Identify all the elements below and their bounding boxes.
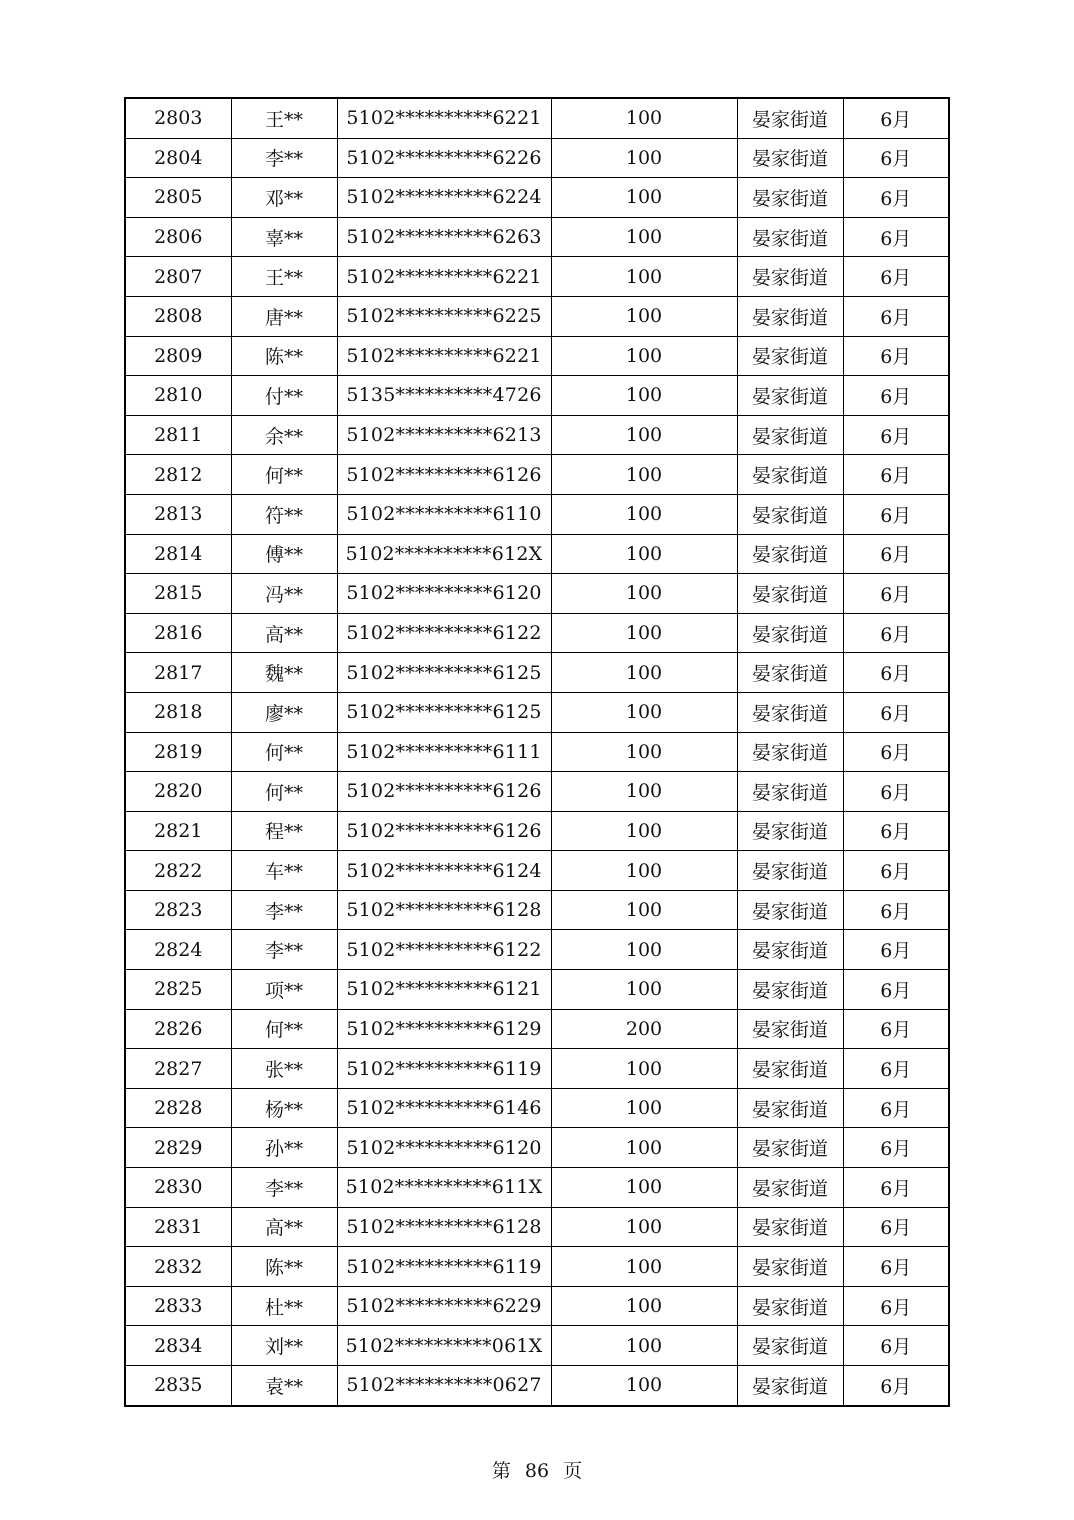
serial-number-cell: 2823 — [125, 890, 231, 930]
serial-number-cell: 2815 — [125, 574, 231, 614]
serial-number-cell: 2822 — [125, 851, 231, 891]
month-cell: 6月 — [843, 455, 949, 495]
month-cell: 6月 — [843, 336, 949, 376]
amount-cell: 100 — [551, 1286, 737, 1326]
street-cell: 晏家街道 — [737, 1207, 843, 1247]
table-row — [125, 336, 949, 376]
table-row — [125, 732, 949, 772]
month-cell: 6月 — [843, 653, 949, 693]
serial-number-cell: 2820 — [125, 772, 231, 812]
amount-cell: 100 — [551, 970, 737, 1010]
month-cell: 6月 — [843, 217, 949, 257]
amount-cell: 100 — [551, 138, 737, 178]
id-number-cell: 5102**********6226 — [337, 138, 551, 178]
serial-number-cell: 2816 — [125, 613, 231, 653]
month-cell: 6月 — [843, 1326, 949, 1366]
id-number-cell: 5102**********6221 — [337, 336, 551, 376]
amount-cell: 100 — [551, 613, 737, 653]
name-cell: 冯** — [231, 574, 337, 614]
table-row — [125, 1088, 949, 1128]
amount-cell: 100 — [551, 296, 737, 336]
street-cell: 晏家街道 — [737, 1128, 843, 1168]
table-row — [125, 970, 949, 1010]
serial-number-cell: 2812 — [125, 455, 231, 495]
serial-number-cell: 2809 — [125, 336, 231, 376]
id-number-cell: 5102**********6121 — [337, 970, 551, 1010]
amount-cell: 100 — [551, 336, 737, 376]
table-row — [125, 613, 949, 653]
amount-cell: 200 — [551, 1009, 737, 1049]
street-cell: 晏家街道 — [737, 613, 843, 653]
name-cell: 廖** — [231, 692, 337, 732]
name-cell: 余** — [231, 415, 337, 455]
id-number-cell: 5102**********6126 — [337, 772, 551, 812]
street-cell: 晏家街道 — [737, 1247, 843, 1287]
street-cell: 晏家街道 — [737, 257, 843, 297]
name-cell: 杨** — [231, 1088, 337, 1128]
amount-cell: 100 — [551, 494, 737, 534]
month-cell: 6月 — [843, 574, 949, 614]
amount-cell: 100 — [551, 98, 737, 138]
table-row — [125, 217, 949, 257]
table-row — [125, 772, 949, 812]
name-cell: 何** — [231, 455, 337, 495]
table-row — [125, 1009, 949, 1049]
name-cell: 陈** — [231, 1247, 337, 1287]
serial-number-cell: 2824 — [125, 930, 231, 970]
roster-table-body — [125, 98, 949, 1406]
street-cell: 晏家街道 — [737, 1326, 843, 1366]
table-row — [125, 851, 949, 891]
table-row — [125, 692, 949, 732]
serial-number-cell: 2825 — [125, 970, 231, 1010]
table-row — [125, 1128, 949, 1168]
month-cell: 6月 — [843, 257, 949, 297]
name-cell: 辜** — [231, 217, 337, 257]
id-number-cell: 5102**********6128 — [337, 890, 551, 930]
name-cell: 何** — [231, 772, 337, 812]
month-cell: 6月 — [843, 138, 949, 178]
amount-cell: 100 — [551, 1247, 737, 1287]
amount-cell: 100 — [551, 534, 737, 574]
name-cell: 孙** — [231, 1128, 337, 1168]
street-cell: 晏家街道 — [737, 1286, 843, 1326]
id-number-cell: 5102**********6126 — [337, 811, 551, 851]
month-cell: 6月 — [843, 613, 949, 653]
amount-cell: 100 — [551, 1088, 737, 1128]
page-footer — [0, 1456, 1074, 1483]
month-cell: 6月 — [843, 1168, 949, 1208]
street-cell: 晏家街道 — [737, 811, 843, 851]
name-cell: 杜** — [231, 1286, 337, 1326]
table-row — [125, 574, 949, 614]
amount-cell: 100 — [551, 574, 737, 614]
table-row — [125, 415, 949, 455]
id-number-cell: 5102**********6129 — [337, 1009, 551, 1049]
street-cell: 晏家街道 — [737, 217, 843, 257]
id-number-cell: 5102**********6221 — [337, 98, 551, 138]
page-number: 86 — [524, 1460, 550, 1482]
street-cell: 晏家街道 — [737, 336, 843, 376]
serial-number-cell: 2829 — [125, 1128, 231, 1168]
id-number-cell: 5102**********6128 — [337, 1207, 551, 1247]
id-number-cell: 5102**********6120 — [337, 574, 551, 614]
table-row — [125, 1286, 949, 1326]
street-cell: 晏家街道 — [737, 1366, 843, 1406]
month-cell: 6月 — [843, 494, 949, 534]
name-cell: 高** — [231, 1207, 337, 1247]
serial-number-cell: 2803 — [125, 98, 231, 138]
name-cell: 王** — [231, 98, 337, 138]
name-cell: 何** — [231, 732, 337, 772]
name-cell: 陈** — [231, 336, 337, 376]
serial-number-cell: 2807 — [125, 257, 231, 297]
street-cell: 晏家街道 — [737, 772, 843, 812]
street-cell: 晏家街道 — [737, 178, 843, 218]
serial-number-cell: 2834 — [125, 1326, 231, 1366]
street-cell: 晏家街道 — [737, 138, 843, 178]
month-cell: 6月 — [843, 1366, 949, 1406]
serial-number-cell: 2813 — [125, 494, 231, 534]
serial-number-cell: 2810 — [125, 376, 231, 416]
id-number-cell: 5102**********6125 — [337, 692, 551, 732]
amount-cell: 100 — [551, 1207, 737, 1247]
table-row — [125, 930, 949, 970]
street-cell: 晏家街道 — [737, 1049, 843, 1089]
id-number-cell: 5102**********6225 — [337, 296, 551, 336]
table-row — [125, 138, 949, 178]
street-cell: 晏家街道 — [737, 415, 843, 455]
month-cell: 6月 — [843, 1247, 949, 1287]
month-cell: 6月 — [843, 1286, 949, 1326]
serial-number-cell: 2821 — [125, 811, 231, 851]
serial-number-cell: 2818 — [125, 692, 231, 732]
name-cell: 唐** — [231, 296, 337, 336]
amount-cell: 100 — [551, 217, 737, 257]
month-cell: 6月 — [843, 890, 949, 930]
amount-cell: 100 — [551, 653, 737, 693]
name-cell: 何** — [231, 1009, 337, 1049]
amount-cell: 100 — [551, 930, 737, 970]
id-number-cell: 5102**********6229 — [337, 1286, 551, 1326]
table-row — [125, 653, 949, 693]
month-cell: 6月 — [843, 970, 949, 1010]
id-number-cell: 5102**********6119 — [337, 1049, 551, 1089]
name-cell: 李** — [231, 930, 337, 970]
table-row — [125, 178, 949, 218]
street-cell: 晏家街道 — [737, 376, 843, 416]
id-number-cell: 5102**********6125 — [337, 653, 551, 693]
id-number-cell: 5102**********6111 — [337, 732, 551, 772]
amount-cell: 100 — [551, 772, 737, 812]
id-number-cell: 5102**********6126 — [337, 455, 551, 495]
amount-cell: 100 — [551, 1128, 737, 1168]
table-row — [125, 1207, 949, 1247]
name-cell: 王** — [231, 257, 337, 297]
id-number-cell: 5102**********061X — [337, 1326, 551, 1366]
name-cell: 程** — [231, 811, 337, 851]
roster-table — [124, 97, 950, 1407]
amount-cell: 100 — [551, 732, 737, 772]
serial-number-cell: 2814 — [125, 534, 231, 574]
street-cell: 晏家街道 — [737, 851, 843, 891]
id-number-cell: 5102**********6221 — [337, 257, 551, 297]
id-number-cell: 5102**********6120 — [337, 1128, 551, 1168]
serial-number-cell: 2832 — [125, 1247, 231, 1287]
table-row — [125, 494, 949, 534]
amount-cell: 100 — [551, 1366, 737, 1406]
street-cell: 晏家街道 — [737, 692, 843, 732]
month-cell: 6月 — [843, 851, 949, 891]
amount-cell: 100 — [551, 455, 737, 495]
table-row — [125, 1247, 949, 1287]
id-number-cell: 5102**********6110 — [337, 494, 551, 534]
serial-number-cell: 2835 — [125, 1366, 231, 1406]
street-cell: 晏家街道 — [737, 930, 843, 970]
street-cell: 晏家街道 — [737, 890, 843, 930]
month-cell: 6月 — [843, 1009, 949, 1049]
amount-cell: 100 — [551, 1168, 737, 1208]
month-cell: 6月 — [843, 732, 949, 772]
street-cell: 晏家街道 — [737, 494, 843, 534]
table-row — [125, 455, 949, 495]
amount-cell: 100 — [551, 890, 737, 930]
serial-number-cell: 2827 — [125, 1049, 231, 1089]
name-cell: 项** — [231, 970, 337, 1010]
table-row — [125, 257, 949, 297]
month-cell: 6月 — [843, 1088, 949, 1128]
name-cell: 李** — [231, 1168, 337, 1208]
serial-number-cell: 2808 — [125, 296, 231, 336]
month-cell: 6月 — [843, 415, 949, 455]
serial-number-cell: 2817 — [125, 653, 231, 693]
street-cell: 晏家街道 — [737, 1168, 843, 1208]
serial-number-cell: 2811 — [125, 415, 231, 455]
month-cell: 6月 — [843, 1207, 949, 1247]
amount-cell: 100 — [551, 415, 737, 455]
id-number-cell: 5102**********6122 — [337, 930, 551, 970]
month-cell: 6月 — [843, 376, 949, 416]
id-number-cell: 5102**********6122 — [337, 613, 551, 653]
month-cell: 6月 — [843, 811, 949, 851]
id-number-cell: 5102**********6124 — [337, 851, 551, 891]
month-cell: 6月 — [843, 1049, 949, 1089]
month-cell: 6月 — [843, 296, 949, 336]
table-row — [125, 811, 949, 851]
amount-cell: 100 — [551, 257, 737, 297]
serial-number-cell: 2804 — [125, 138, 231, 178]
table-row — [125, 1168, 949, 1208]
serial-number-cell: 2830 — [125, 1168, 231, 1208]
amount-cell: 100 — [551, 376, 737, 416]
id-number-cell: 5102**********6213 — [337, 415, 551, 455]
street-cell: 晏家街道 — [737, 455, 843, 495]
amount-cell: 100 — [551, 692, 737, 732]
table-row — [125, 1326, 949, 1366]
street-cell: 晏家街道 — [737, 534, 843, 574]
serial-number-cell: 2819 — [125, 732, 231, 772]
id-number-cell: 5102**********6119 — [337, 1247, 551, 1287]
month-cell: 6月 — [843, 98, 949, 138]
serial-number-cell: 2805 — [125, 178, 231, 218]
table-row — [125, 1366, 949, 1406]
name-cell: 符** — [231, 494, 337, 534]
serial-number-cell: 2828 — [125, 1088, 231, 1128]
page-footer-suffix: 页 — [563, 1460, 583, 1482]
amount-cell: 100 — [551, 1049, 737, 1089]
street-cell: 晏家街道 — [737, 653, 843, 693]
table-row — [125, 376, 949, 416]
serial-number-cell: 2806 — [125, 217, 231, 257]
table-row — [125, 890, 949, 930]
serial-number-cell: 2833 — [125, 1286, 231, 1326]
table-row — [125, 534, 949, 574]
id-number-cell: 5135**********4726 — [337, 376, 551, 416]
street-cell: 晏家街道 — [737, 970, 843, 1010]
name-cell: 付** — [231, 376, 337, 416]
id-number-cell: 5102**********6224 — [337, 178, 551, 218]
name-cell: 车** — [231, 851, 337, 891]
month-cell: 6月 — [843, 534, 949, 574]
street-cell: 晏家街道 — [737, 296, 843, 336]
id-number-cell: 5102**********6146 — [337, 1088, 551, 1128]
street-cell: 晏家街道 — [737, 732, 843, 772]
name-cell: 傅** — [231, 534, 337, 574]
name-cell: 刘** — [231, 1326, 337, 1366]
id-number-cell: 5102**********611X — [337, 1168, 551, 1208]
amount-cell: 100 — [551, 851, 737, 891]
name-cell: 李** — [231, 138, 337, 178]
amount-cell: 100 — [551, 811, 737, 851]
amount-cell: 100 — [551, 1326, 737, 1366]
table-row — [125, 98, 949, 138]
serial-number-cell: 2831 — [125, 1207, 231, 1247]
month-cell: 6月 — [843, 692, 949, 732]
street-cell: 晏家街道 — [737, 1009, 843, 1049]
page-footer-prefix: 第 — [491, 1460, 511, 1482]
name-cell: 袁** — [231, 1366, 337, 1406]
name-cell: 李** — [231, 890, 337, 930]
id-number-cell: 5102**********0627 — [337, 1366, 551, 1406]
month-cell: 6月 — [843, 772, 949, 812]
street-cell: 晏家街道 — [737, 574, 843, 614]
name-cell: 魏** — [231, 653, 337, 693]
name-cell: 张** — [231, 1049, 337, 1089]
id-number-cell: 5102**********612X — [337, 534, 551, 574]
table-row — [125, 1049, 949, 1089]
serial-number-cell: 2826 — [125, 1009, 231, 1049]
name-cell: 邓** — [231, 178, 337, 218]
month-cell: 6月 — [843, 930, 949, 970]
id-number-cell: 5102**********6263 — [337, 217, 551, 257]
month-cell: 6月 — [843, 1128, 949, 1168]
month-cell: 6月 — [843, 178, 949, 218]
table-row — [125, 296, 949, 336]
street-cell: 晏家街道 — [737, 1088, 843, 1128]
street-cell: 晏家街道 — [737, 98, 843, 138]
amount-cell: 100 — [551, 178, 737, 218]
name-cell: 高** — [231, 613, 337, 653]
